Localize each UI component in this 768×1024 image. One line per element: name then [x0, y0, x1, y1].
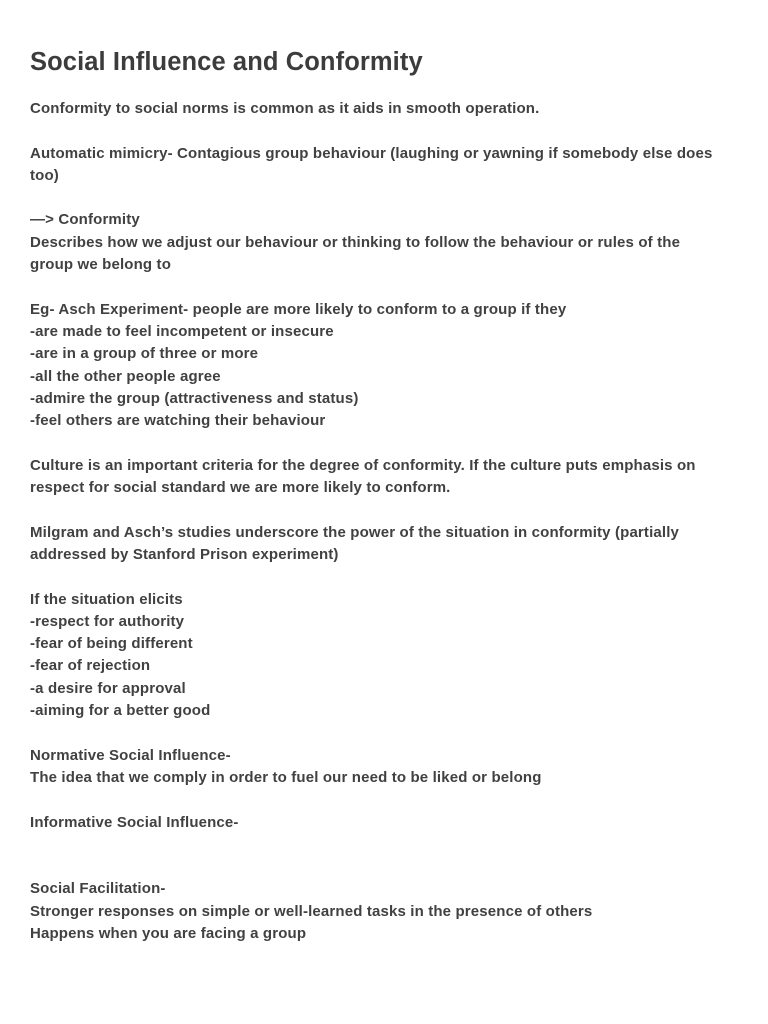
- blank-line: [30, 566, 746, 588]
- note-line: Informative Social Influence-: [30, 813, 239, 831]
- note-line: -all the other people agree: [30, 367, 221, 385]
- note-title: Social Influence and Conformity: [30, 48, 423, 76]
- note-line: Happens when you are facing a group: [30, 924, 307, 942]
- note-page: [30, 44, 746, 945]
- note-line: -feel others are watching their behaviour: [30, 412, 326, 430]
- note-line: Eg- Asch Experiment- people are more likely to conform to a group if they: [30, 300, 567, 318]
- note-line: —> Conformity: [30, 211, 140, 229]
- note-line: -are made to feel incompetent or insecure: [30, 322, 334, 340]
- note-line: Social Facilitation-: [30, 880, 166, 898]
- note-line: The idea that we comply in order to fuel our need to be liked or belong: [30, 768, 542, 786]
- blank-line: [30, 499, 746, 521]
- note-line: -fear of being different: [30, 635, 193, 653]
- blank-line: [30, 432, 746, 454]
- note-line: Describes how we adjust our behaviour or thinking to follow the behaviour or rules of the: [30, 233, 681, 251]
- note-line: too): [30, 166, 59, 184]
- note-line: Milgram and Asch’s studies underscore the power of the situation in conformity (partially: [30, 523, 680, 541]
- note-line: Normative Social Influence-: [30, 746, 231, 764]
- note-line: group we belong to: [30, 256, 172, 274]
- note-line: -admire the group (attractiveness and status): [30, 389, 359, 407]
- note-line: Culture is an important criteria for the degree of conformity. If the culture puts emphasis on: [30, 456, 696, 474]
- note-line: -fear of rejection: [30, 657, 151, 675]
- blank-line: [30, 722, 746, 744]
- note-line: -respect for authority: [30, 612, 185, 630]
- note-line: respect for social standard we are more likely to conform.: [30, 479, 451, 497]
- note-body: [30, 98, 746, 945]
- note-line: -aiming for a better good: [30, 702, 211, 720]
- blank-line: [30, 856, 746, 878]
- note-line: Stronger responses on simple or well-learned tasks in the presence of others: [30, 902, 593, 920]
- note-line: -are in a group of three or more: [30, 345, 259, 363]
- note-line: -a desire for approval: [30, 679, 186, 697]
- blank-line: [30, 187, 746, 209]
- note-line: Conformity to social norms is common as it aids in smooth operation.: [30, 100, 540, 117]
- note-line: Automatic mimicry- Contagious group behaviour (laughing or yawning if somebody else does: [30, 144, 713, 162]
- blank-line: [30, 276, 746, 298]
- blank-line: [30, 834, 746, 856]
- note-line: addressed by Stanford Prison experiment): [30, 545, 339, 563]
- blank-line: [30, 120, 746, 142]
- blank-line: [30, 789, 746, 811]
- note-line: If the situation elicits: [30, 590, 183, 608]
